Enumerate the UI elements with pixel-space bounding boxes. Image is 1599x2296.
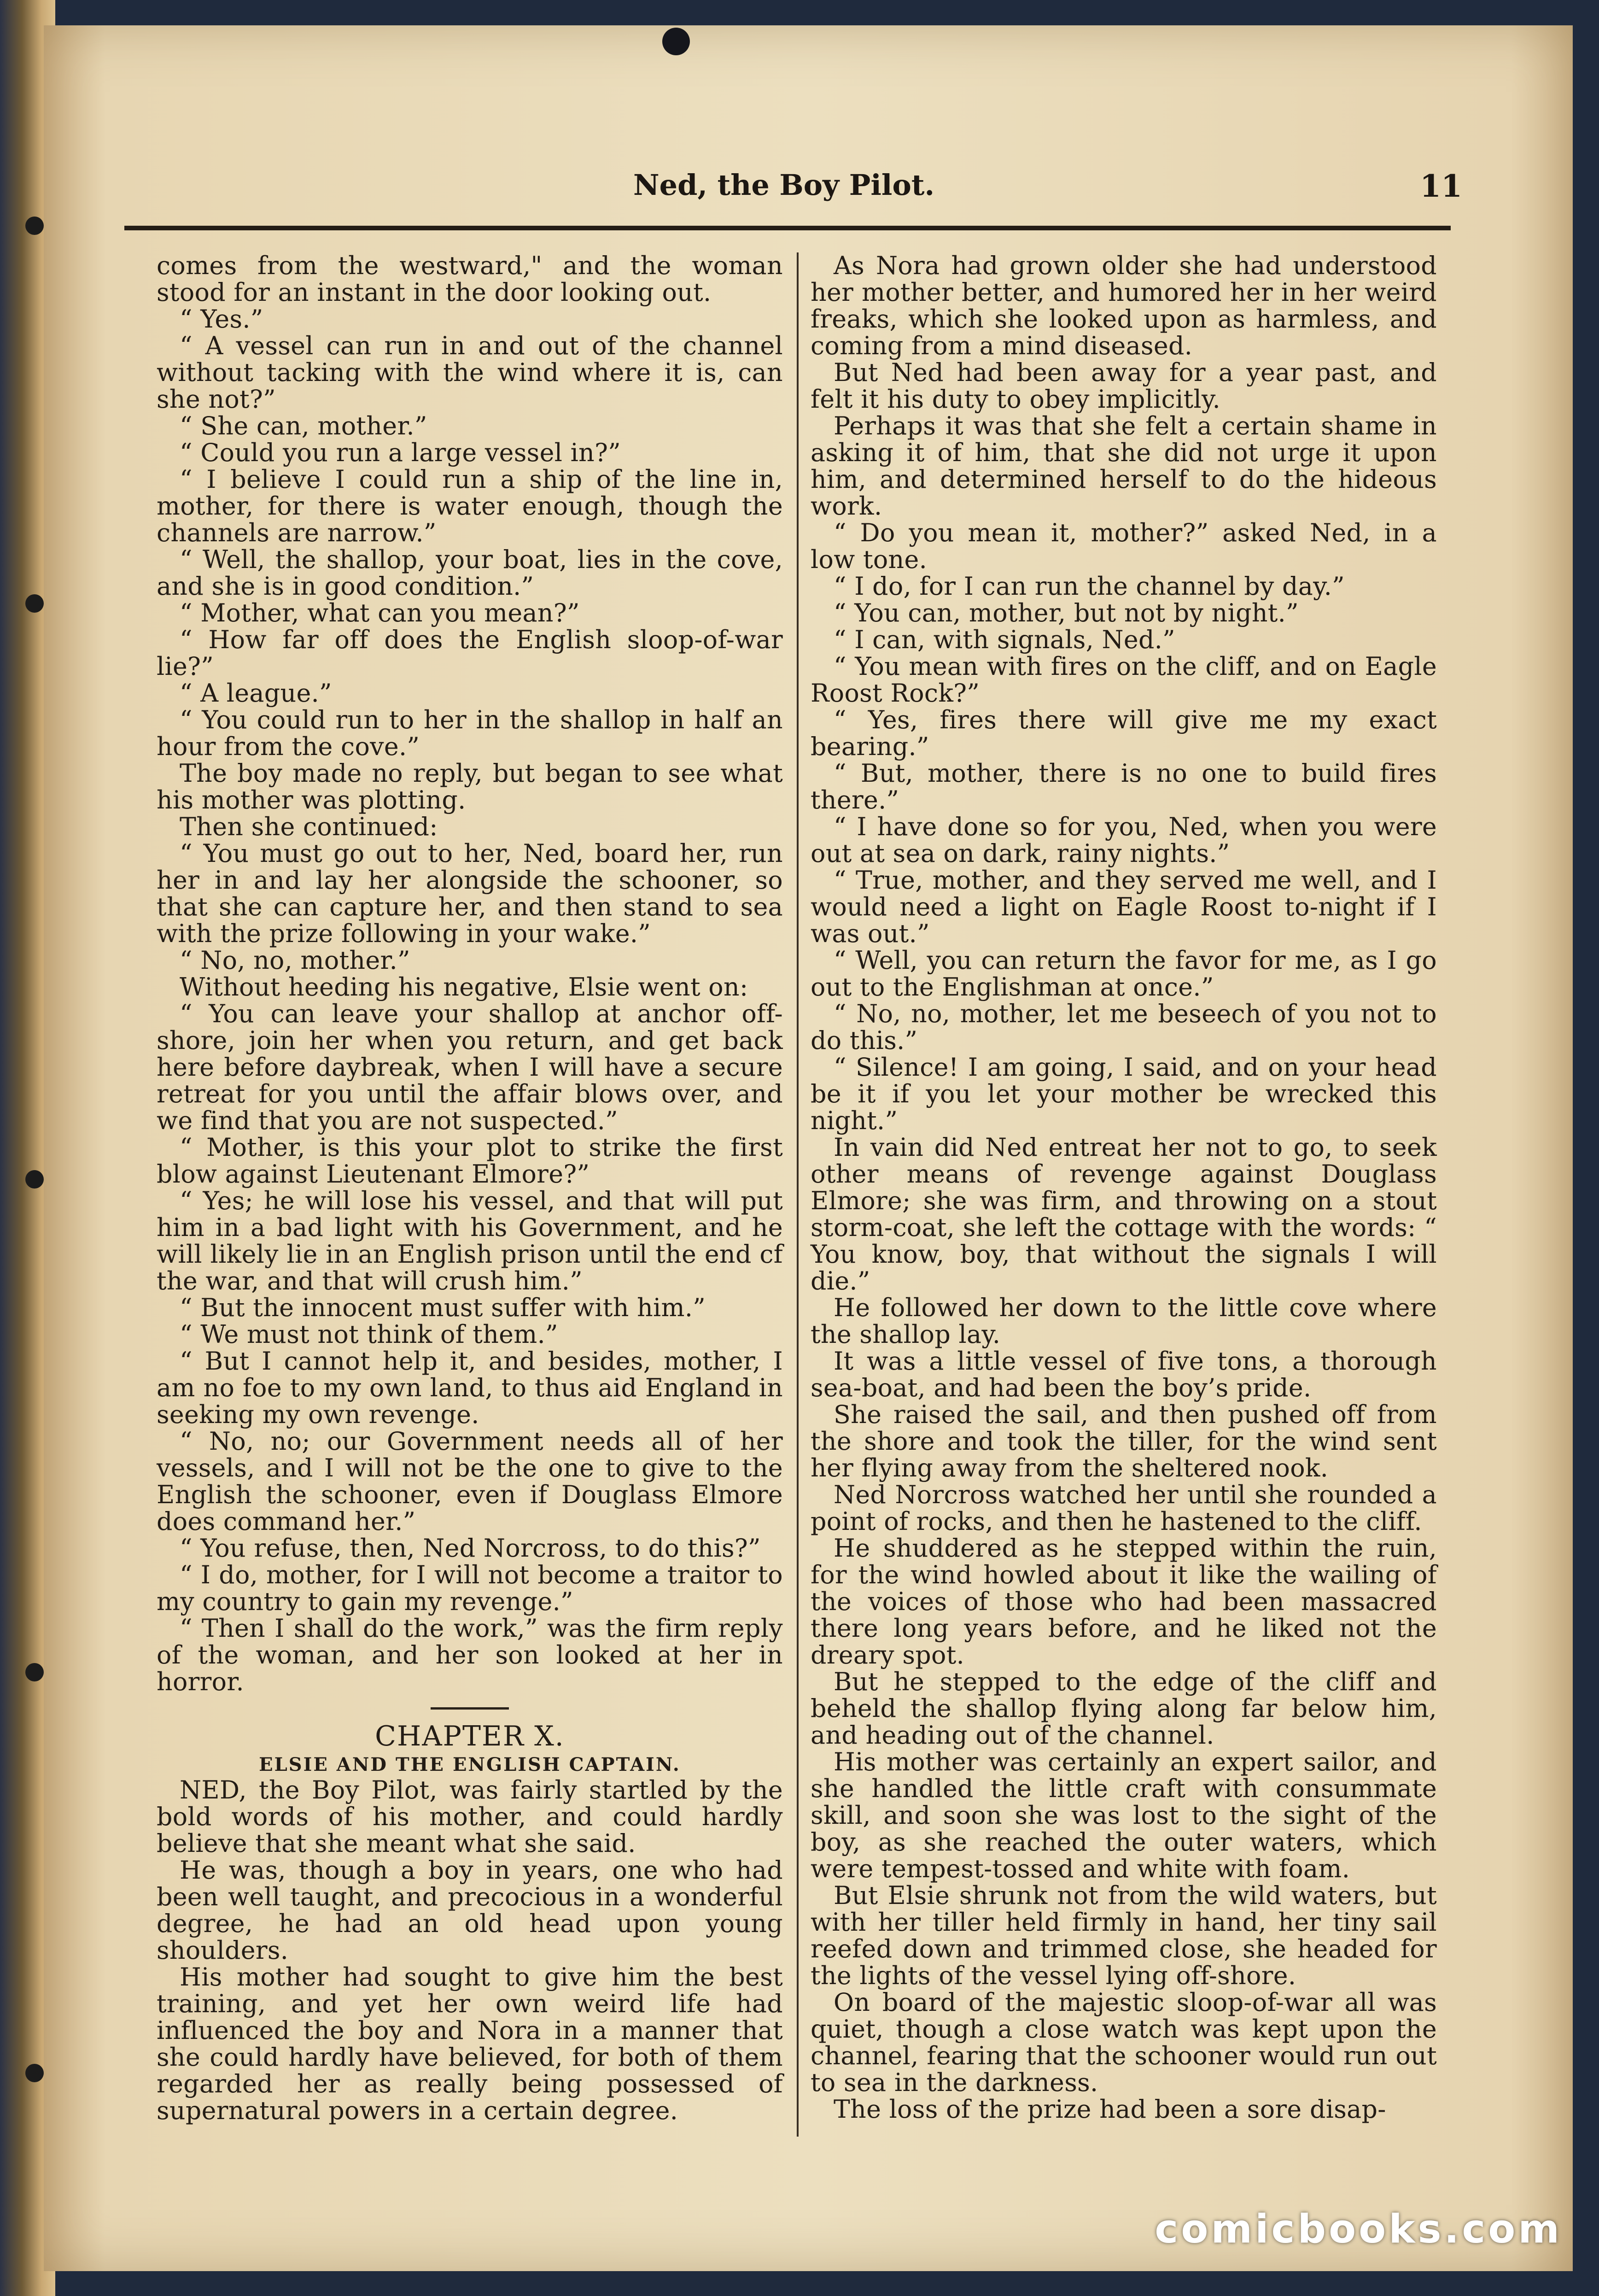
page-number: 11 — [1420, 168, 1462, 204]
paragraph: Then she continued: — [180, 812, 438, 841]
paragraph: “ You can leave your shallop at anchor off-shore, join her when you return, and get back here before daybreak, when I will have a secure retreat for you until the affair blows over, and we find that you are not suspected.” — [157, 999, 783, 1135]
paragraph: “ Yes; he will lose his vessel, and that will put him in a bad light with his Government, and he will likely lie in an English prison until the end cf the war, and that will crush him.” — [157, 1186, 783, 1295]
paragraph: The loss of the prize had been a sore disap- — [834, 2095, 1386, 2124]
section-rule — [431, 1707, 509, 1710]
paragraph: He shuddered as he stepped within the ruin, for the wind howled about it like the wailing of the voices of those who had been massacred there long years before, and he liked not the dreary spot. — [811, 1534, 1437, 1669]
paragraph: She raised the sail, and then pushed off from the shore and took the tiller, for the wind sent her flying away from the sheltered nook. — [811, 1400, 1437, 1482]
paragraph: The boy made no reply, but began to see what his mother was plotting. — [157, 759, 783, 814]
paragraph: “ I have done so for you, Ned, when you were out at sea on dark, rainy nights.” — [811, 812, 1437, 868]
paragraph: “ We must not think of them.” — [180, 1320, 558, 1349]
paragraph: “ But I cannot help it, and besides, mother, I am no foe to my own land, to thus aid England in seeking my own revenge. — [157, 1347, 783, 1429]
paragraph: “ I do, for I can run the channel by day.” — [834, 572, 1345, 601]
paragraph: comes from the westward," and the woman stood for an instant in the door looking out. — [157, 251, 783, 307]
paragraph: “ How far off does the English sloop-of-war lie?” — [157, 625, 783, 681]
paragraph: His mother had sought to give him the best training, and yet her own weird life had influenced the boy and Nora in a manner that she could hardly have believed, for both of them regarded her as really being possessed of supernatural powers in a certain degree. — [157, 1962, 783, 2125]
watermark-logo: comicbooks.com — [1155, 2206, 1562, 2252]
paragraph: He followed her down to the little cove where the shallop lay. — [811, 1293, 1437, 1349]
paragraph: “ I believe I could run a ship of the line in, mother, for there is water enough, though the channels are narrow.” — [157, 465, 783, 547]
paragraph: “ Well, you can return the favor for me, as I go out to the Englishman at once.” — [811, 946, 1437, 1002]
left-paragraphs — [157, 252, 783, 1695]
chapter-subtitle: ELSIE AND THE ENGLISH CAPTAIN. — [259, 1754, 681, 1775]
paragraph: “ A league.” — [180, 679, 332, 708]
paragraph: Without heeding his negative, Elsie went on: — [180, 972, 748, 1002]
running-title: Ned, the Boy Pilot. — [633, 168, 935, 202]
column-divider — [797, 252, 799, 2137]
paragraph: “ You refuse, then, Ned Norcross, to do this?” — [180, 1534, 761, 1563]
paragraph: “ Yes.” — [180, 305, 263, 334]
chapter-title: CHAPTER X. — [375, 1720, 565, 1752]
paragraph: “ You mean with fires on the cliff, and on Eagle Roost Rock?” — [811, 652, 1437, 708]
paragraph: “ True, mother, and they served me well, and I would need a light on Eagle Roost to-night if I was out.” — [811, 866, 1437, 948]
paragraph: “ No, no, mother, let me beseech of you not to do this.” — [811, 999, 1437, 1055]
running-header — [120, 168, 1462, 214]
paragraph: NED, the Boy Pilot, was fairly startled by the bold words of his mother, and could hardly believe that she meant what she said. — [157, 1775, 783, 1858]
paragraph: “ No, no; our Government needs all of her vessels, and I will not be the one to give to the English the schooner, even if Douglass Elmore does command her.” — [157, 1427, 783, 1536]
paragraph: “ Yes, fires there will give me my exact bearing.” — [811, 705, 1437, 761]
paragraph: “ Well, the shallop, your boat, lies in the cove, and she is in good condition.” — [157, 545, 783, 601]
paragraph: “ You can, mother, but not by night.” — [834, 598, 1299, 627]
paragraph: But Ned had been away for a year past, and felt it his duty to obey implicitly. — [811, 358, 1437, 414]
paragraph: “ Mother, is this your plot to strike the first blow against Lieutenant Elmore?” — [157, 1133, 783, 1189]
paragraph: “ Do you mean it, mother?” asked Ned, in a low tone. — [811, 518, 1437, 574]
paragraph: “ I can, with signals, Ned.” — [834, 625, 1175, 654]
binding-hole — [662, 28, 690, 55]
binding-stitch — [25, 1663, 44, 1681]
right-paragraphs — [811, 252, 1437, 2123]
paragraph: “ But the innocent must suffer with him.” — [180, 1293, 706, 1322]
paragraph: “ I do, mother, for I will not become a traitor to my country to gain my revenge.” — [157, 1560, 783, 1616]
paragraph: In vain did Ned entreat her not to go, to seek other means of revenge against Douglass Elmore; she was firm, and throwing on a stout storm-coat, she left the cottage with the words: “ You know, boy, that without the signals I will die.” — [811, 1133, 1437, 1295]
paragraph: “ You could run to her in the shallop in half an hour from the cove.” — [157, 705, 783, 761]
paragraph: But Elsie shrunk not from the wild waters, but with her tiller held firmly in hand, her tiny sail reefed down and trimmed close, she headed for the lights of the vessel lying off-shore. — [811, 1881, 1437, 1990]
paragraph: “ You must go out to her, Ned, board her, run her in and lay her alongside the schooner, so that she can capture her, and then stand to sea with the prize following in your wake.” — [157, 839, 783, 948]
left-column — [157, 252, 783, 2169]
paragraph: “ No, no, mother.” — [180, 946, 410, 975]
paragraph: His mother was certainly an expert sailor, and she handled the little craft with consummate skill, and soon she was lost to the sight of the boy, as she reached the outer waters, which were tempest-tossed and white with foam. — [811, 1747, 1437, 1883]
binding-stitch — [25, 217, 44, 235]
paragraph: As Nora had grown older she had understood her mother better, and humored her in her weird freaks, which she looked upon as harmless, and coming from a mind diseased. — [811, 251, 1437, 360]
binding-stitch — [25, 1170, 44, 1189]
paragraph: “ She can, mother.” — [180, 411, 427, 440]
paragraph: On board of the majestic sloop-of-war all was quiet, though a close watch was kept upon the channel, fearing that the schooner would run out to sea in the darkness. — [811, 1988, 1437, 2097]
right-column — [811, 252, 1437, 2169]
paragraph: Ned Norcross watched her until she rounded a point of rocks, and then he hastened to the cliff. — [811, 1480, 1437, 1536]
paragraph: “ A vessel can run in and out of the channel without tacking with the wind where it is, can she not?” — [157, 331, 783, 414]
paragraph: “ Could you run a large vessel in?” — [180, 438, 621, 467]
paragraph: “ Mother, what can you mean?” — [180, 598, 580, 627]
paragraph: He was, though a boy in years, one who had been well taught, and precocious in a wonderful degree, he had an old head upon young shoulders. — [157, 1856, 783, 1965]
binding-stitch — [25, 2064, 44, 2082]
paragraph: “ But, mother, there is no one to build fires there.” — [811, 759, 1437, 814]
paragraph: Perhaps it was that she felt a certain shame in asking it of him, that she did not urge it upon him, and determined herself to do the hideous work. — [811, 411, 1437, 521]
paragraph: “ Silence! I am going, I said, and on your head be it if you let your mother be wrecked this night.” — [811, 1053, 1437, 1135]
binding-stitch — [25, 594, 44, 613]
paragraph: But he stepped to the edge of the cliff and beheld the shallop flying along far below him, and heading out of the channel. — [811, 1667, 1437, 1750]
paragraph: “ Then I shall do the work,” was the firm reply of the woman, and her son looked at her in horror. — [157, 1614, 783, 1696]
header-rule — [124, 226, 1451, 230]
chapter-paragraphs — [157, 1777, 783, 2124]
paragraph: It was a little vessel of five tons, a thorough sea-boat, and had been the boy’s pride. — [811, 1347, 1437, 1402]
